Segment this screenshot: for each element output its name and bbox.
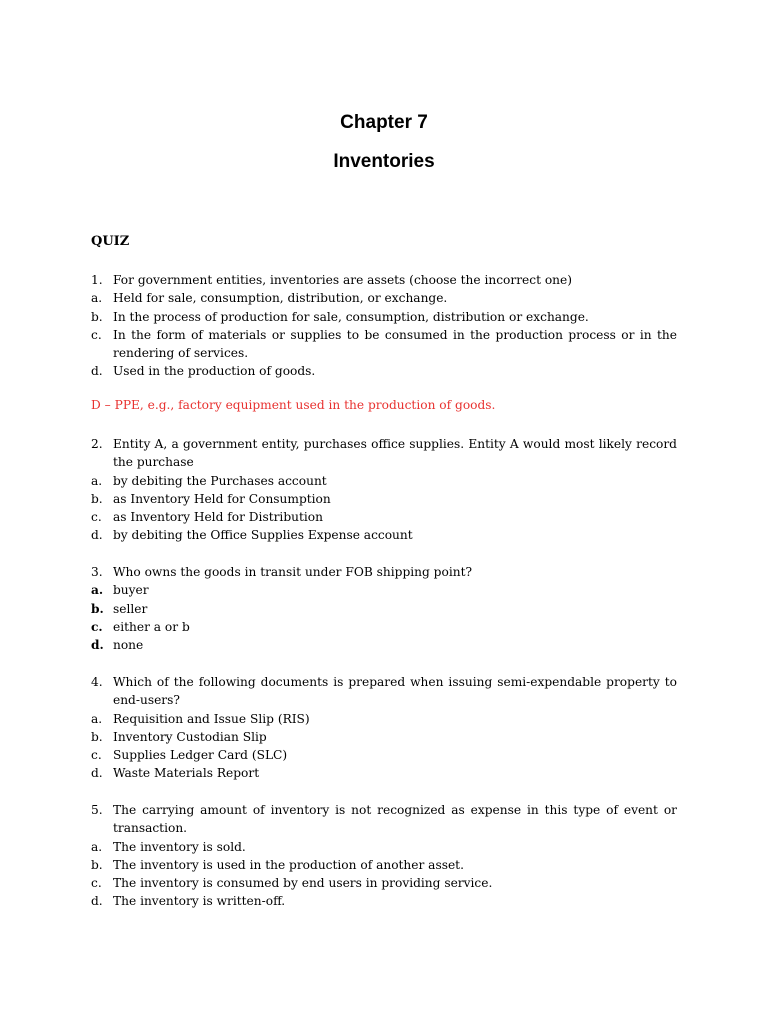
option-a xyxy=(91,838,677,856)
option-letter: c. xyxy=(91,327,102,342)
option-letter: a. xyxy=(91,711,103,726)
question-1 xyxy=(91,271,677,381)
option-list xyxy=(91,581,677,654)
option-text: as Inventory Held for Consumption xyxy=(113,491,331,506)
question-text: Entity A, a government entity, purchases office supplies. Entity A would most likely record the purchase xyxy=(113,437,677,470)
option-c xyxy=(91,508,677,526)
option-letter: b. xyxy=(91,729,103,744)
option-d xyxy=(91,892,677,910)
option-b xyxy=(91,490,677,508)
option-d xyxy=(91,362,677,380)
option-b xyxy=(91,308,677,326)
option-letter: a. xyxy=(91,291,103,306)
option-c xyxy=(91,874,677,892)
question-text: The carrying amount of inventory is not recognized as expense in this type of event or transaction. xyxy=(113,803,677,836)
option-text: by debiting the Office Supplies Expense account xyxy=(113,528,413,543)
option-text: buyer xyxy=(113,583,149,598)
option-text: Inventory Custodian Slip xyxy=(113,729,267,744)
option-text: Supplies Ledger Card (SLC) xyxy=(113,748,288,763)
option-a xyxy=(91,581,677,599)
option-a xyxy=(91,472,677,490)
option-letter: a. xyxy=(91,839,103,854)
option-c xyxy=(91,746,677,764)
option-letter: b. xyxy=(91,601,104,616)
option-letter: a. xyxy=(91,473,103,488)
question-text: For government entities, inventories are assets (choose the incorrect one) xyxy=(113,273,572,287)
option-a xyxy=(91,710,677,728)
option-a xyxy=(91,289,677,307)
option-b xyxy=(91,728,677,746)
option-text: The inventory is written-off. xyxy=(113,894,286,909)
option-c xyxy=(91,618,677,636)
option-text: by debiting the Purchases account xyxy=(113,473,327,488)
option-letter: c. xyxy=(91,510,102,525)
chapter-heading: Chapter 7 xyxy=(340,112,428,133)
option-letter: d. xyxy=(91,894,103,909)
option-letter: c. xyxy=(91,619,103,634)
answer-note: D – PPE, e.g., factory equipment used in the production of goods. xyxy=(91,398,496,412)
option-text: The inventory is consumed by end users in providing service. xyxy=(113,876,493,891)
option-letter: d. xyxy=(91,766,103,781)
option-letter: b. xyxy=(91,491,103,506)
section-label: QUIZ xyxy=(91,234,130,249)
question-3 xyxy=(91,563,677,654)
option-list xyxy=(91,710,677,783)
option-letter: b. xyxy=(91,857,103,872)
question-4 xyxy=(91,673,677,783)
option-text: In the form of materials or supplies to be consumed in the production process or in the rendering of services. xyxy=(113,327,677,361)
option-b xyxy=(91,856,677,874)
option-text: Held for sale, consumption, distribution, or exchange. xyxy=(113,291,448,306)
option-letter: d. xyxy=(91,364,103,379)
question-number: 5. xyxy=(91,803,103,817)
option-d xyxy=(91,636,677,654)
option-b xyxy=(91,600,677,618)
option-text: The inventory is used in the production of another asset. xyxy=(113,857,464,872)
option-letter: a. xyxy=(91,583,104,598)
option-text: The inventory is sold. xyxy=(113,839,246,854)
option-letter: d. xyxy=(91,638,104,653)
question-number: 1. xyxy=(91,273,103,287)
option-letter: d. xyxy=(91,528,103,543)
option-text: as Inventory Held for Distribution xyxy=(113,510,323,525)
question-text: Which of the following documents is prepared when issuing semi-expendable property to end-users? xyxy=(113,675,677,708)
question-text: Who owns the goods in transit under FOB shipping point? xyxy=(113,565,472,579)
option-list xyxy=(91,289,677,380)
question-2 xyxy=(91,435,677,545)
option-list xyxy=(91,838,677,911)
option-text: In the process of production for sale, consumption, distribution or exchange. xyxy=(113,309,589,324)
question-number: 4. xyxy=(91,675,103,689)
option-c xyxy=(91,326,677,363)
option-letter: c. xyxy=(91,748,102,763)
question-number: 3. xyxy=(91,565,103,579)
option-text: either a or b xyxy=(113,619,190,634)
option-letter: b. xyxy=(91,309,103,324)
option-text: seller xyxy=(113,601,148,616)
option-list xyxy=(91,472,677,545)
option-text: none xyxy=(113,638,144,653)
option-letter: c. xyxy=(91,876,102,891)
page-title: Inventories xyxy=(333,151,435,172)
option-d xyxy=(91,526,677,544)
option-text: Requisition and Issue Slip (RIS) xyxy=(113,711,310,726)
option-text: Waste Materials Report xyxy=(113,766,260,781)
question-5 xyxy=(91,801,677,911)
option-d xyxy=(91,764,677,782)
option-text: Used in the production of goods. xyxy=(113,364,316,379)
question-number: 2. xyxy=(91,437,103,451)
